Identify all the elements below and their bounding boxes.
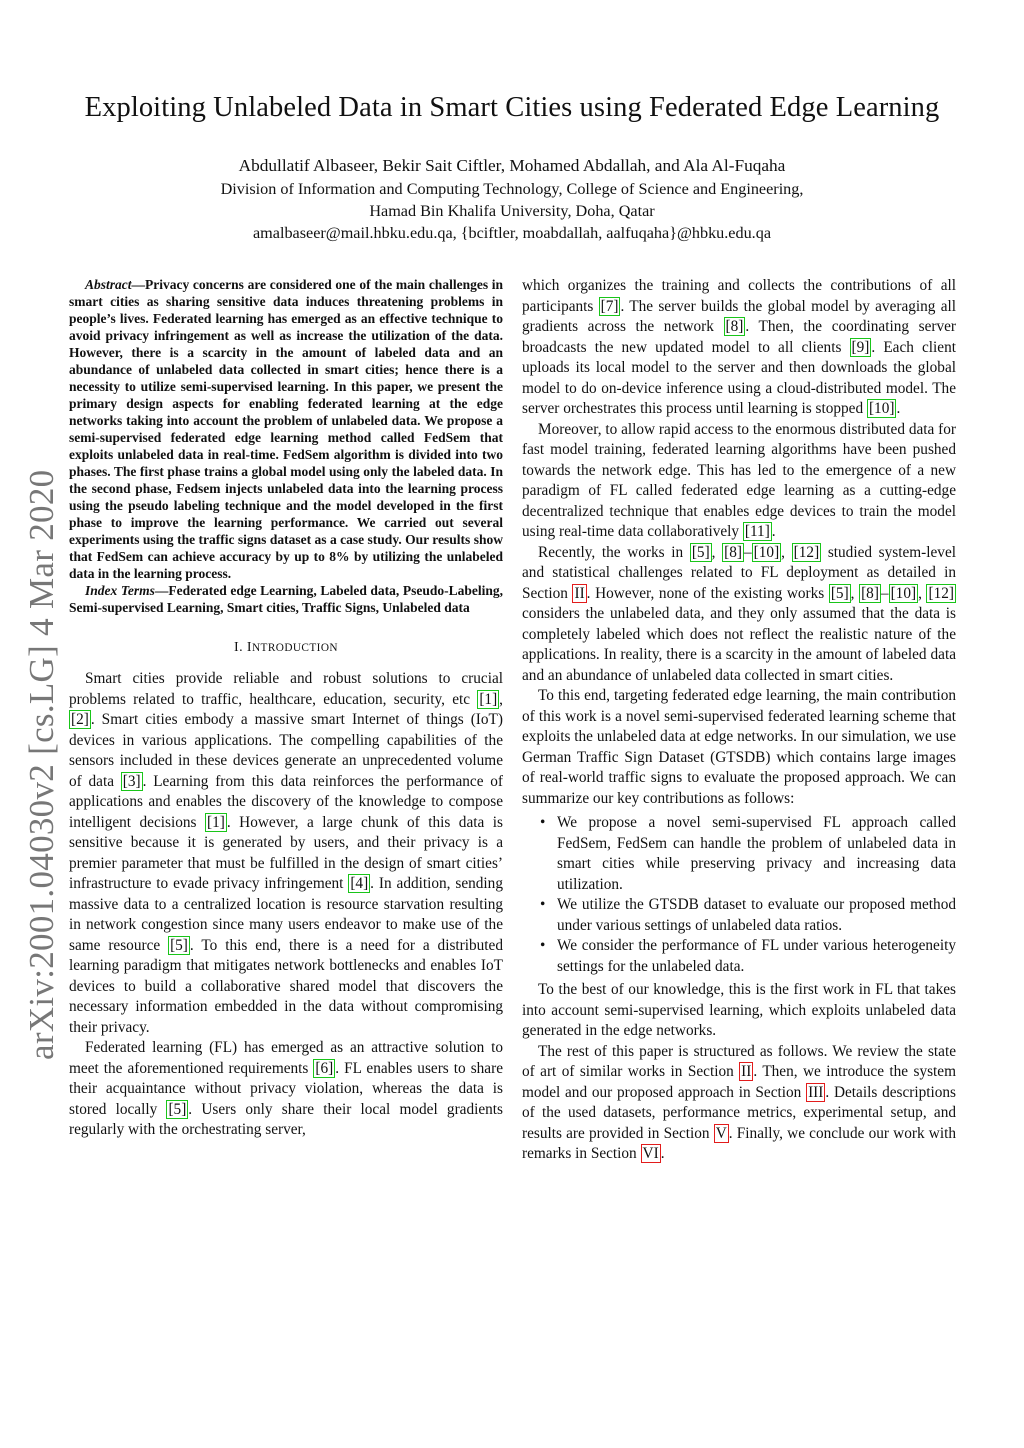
citation-link-2[interactable]: [2]	[71, 711, 89, 728]
intro-paragraph-4	[522, 543, 956, 687]
section-ref-link-3[interactable]: III	[808, 1083, 824, 1101]
citation-link-4[interactable]: [4]	[350, 875, 369, 892]
author-emails: amalbaseer@mail.hbku.edu.qa, {bciftler, moabdallah, aalfuqaha}@hbku.edu.qa	[253, 224, 771, 242]
citation-link-8[interactable]: [8]	[725, 318, 744, 335]
text-run: –	[744, 543, 752, 561]
citation-link-5[interactable]: [5]	[168, 1100, 187, 1118]
index-terms-label: Index Terms	[85, 583, 155, 598]
intro-paragraph-7	[522, 1042, 956, 1165]
text-run: ,	[781, 543, 792, 561]
citation-link-1[interactable]: [1]	[206, 813, 225, 831]
citation-link-11[interactable]: [11]	[744, 523, 770, 540]
text-run: ,	[918, 584, 927, 602]
contribution-text: We utilize the GTSDB dataset to evaluate our proposed method under various settings of unlabeled data ratios.	[557, 896, 956, 934]
author-block	[60, 154, 964, 244]
contribution-item	[522, 936, 956, 977]
text-run: . Details descriptions of the used datasets, performance metrics, experimental setup, and results are provided in Section	[522, 1083, 956, 1142]
text-run: . Finally, we conclude our work with remarks in Section	[522, 1124, 956, 1162]
text-run: . Users only share their local model gradients regularly with the orchestrating server,	[69, 1100, 503, 1138]
text-run: . However, a large chunk of this data is sensitive because it is generated by users, and their privacy is a premier parameter that must be fulfilled in the design of smart cities’ infrastructure to evade privacy infringement	[69, 813, 504, 892]
text-run: . The server builds the global model by averaging all gradients across the network	[522, 297, 956, 335]
text-run: . Each client uploads its local model to the server and then downloads the global model to do on-device inference using a cloud-distributed model. The server orchestrates this process until learning is stopped	[522, 338, 956, 417]
text-run: considers the unlabeled data, and they only assumed that the data is completely labeled which does not reflect the realistic nature of the applications. In reality, there is a scarcity in the amount of labeled data and an abundance of unlabeled data collected in smart cities.	[522, 605, 956, 684]
section-heading-initial: I	[246, 640, 252, 655]
bullet-icon: •	[540, 937, 546, 954]
abstract-text: —Privacy concerns are considered one of the main challenges in smart cities as sharing sensitive data induces threatening problems in people’s lives. Federated learning has emerged as an effective technique to avoid privacy infringement as well as increase the utilization of the data. However, there is a scarcity in the amount of labeled data and an abundance of unlabeled data collected in smart cities; hence there is a necessity to utilize semi-supervised learning. In this paper, we present the primary design aspects for enabling federated learning at the edge networks taking into account the problem of unlabeled data. We propose a semi-supervised federated edge learning method called FedSem that exploits unlabeled data in real-time. FedSem algorithm is divided into two phases. The first phase trains a global model using only the labeled data. In the second phase, Fedsem injects unlabeled data into the learning process using the pseudo labeling technique and the model developed in the first phase to improve the learning performance. We carried out several experiments using the traffic signs dataset as a case study. Our results show that FedSem can achieve accuracy by up to 8% by utilizing the unlabeled data in the learning process.	[69, 277, 503, 581]
contribution-item	[522, 895, 956, 936]
bullet-icon: •	[540, 896, 546, 913]
citation-link-10[interactable]: [10]	[753, 543, 780, 561]
text-run: studied system-level and statistical challenges related to FL deployment as detailed in Section	[522, 543, 956, 602]
citation-link-6[interactable]: [6]	[315, 1059, 334, 1077]
citation-link-8[interactable]: [8]	[861, 584, 879, 602]
text-run: ,	[711, 543, 723, 561]
text-run: Moreover, to allow rapid access to the enormous distributed data for fast model training, federated learning algorithms have been pushed towards the network edge. This has led to the emergence of a new paradigm of FL called federated edge learning as a cutting-edge decentralized technique that enables edge devices to train the model using real-time data collaboratively	[522, 420, 956, 540]
arxiv-identifier-stamp: arXiv:2001.04030v2 [cs.LG] 4 Mar 2020	[22, 469, 61, 1060]
text-run: . Then, we introduce the system model and our proposed approach in Section	[522, 1063, 956, 1101]
abstract-label: Abstract	[85, 277, 132, 292]
text-run: .	[660, 1145, 665, 1162]
affiliation-line-2: Hamad Bin Khalifa University, Doha, Qatar	[369, 202, 655, 220]
text-run: . FL enables users to share their acquaintance without privacy violation, whereas the data is stored locally	[69, 1059, 503, 1118]
section-ref-link-5[interactable]: V	[715, 1124, 727, 1142]
text-run: ,	[850, 584, 860, 602]
citation-link-1[interactable]: [1]	[479, 690, 498, 708]
text-run: ,	[499, 690, 503, 708]
text-run: The rest of this paper is structured as follows. We review the state of art of similar works in Section	[522, 1042, 956, 1080]
right-column	[522, 276, 956, 1165]
section-ref-link-2[interactable]: II	[574, 584, 585, 602]
index-terms	[69, 582, 503, 616]
text-run: –	[880, 584, 889, 602]
section-ref-link-6[interactable]: VI	[642, 1145, 659, 1162]
paper-title: Exploiting Unlabeled Data in Smart Cities using Federated Edge Learning	[84, 92, 940, 123]
contribution-item	[522, 813, 956, 895]
text-run: . Smart cities embody a massive smart Internet of things (IoT) devices in various applications. The compelling capabilities of the sensors included in these devices generate an unprecedented volume of data	[69, 711, 503, 790]
citation-link-8[interactable]: [8]	[724, 543, 743, 561]
citation-link-9[interactable]: [9]	[851, 338, 870, 356]
intro-paragraph-2-continued	[522, 276, 956, 420]
intro-paragraph-3	[522, 420, 956, 543]
citation-link-10[interactable]: [10]	[868, 400, 895, 417]
text-run: . In addition, sending massive data to a centralized location is resource starvation resulting in network congestion since many users endeavor to make use of the same resource	[69, 875, 503, 954]
intro-paragraph-1	[69, 669, 503, 1038]
citation-link-5[interactable]: [5]	[691, 543, 710, 561]
text-run: which organizes the training and collects the contributions of all participants	[522, 277, 956, 315]
citation-link-5[interactable]: [5]	[170, 936, 188, 954]
text-run: . To this end, there is a need for a distributed learning paradigm that mitigates network bottlenecks and enables IoT devices to build a collaborative shared model that discovers the necessary information embedded in the data without compromising their privacy.	[69, 936, 503, 1036]
citation-link-3[interactable]: [3]	[122, 772, 141, 790]
contribution-text: We consider the performance of FL under various heterogeneity settings for the unlabeled data.	[557, 937, 956, 975]
abstract	[69, 276, 503, 582]
citation-link-7[interactable]: [7]	[600, 297, 619, 315]
text-run: Recently, the works in	[538, 543, 690, 561]
intro-paragraph-5: To this end, targeting federated edge learning, the main contribution of this work is a novel semi-supervised federated learning scheme that exploits the unlabeled data at edge networks. In our simulation, we use German Traffic Sign Dataset (GTSDB) which contains large images of real-world traffic signs to evaluate the proposed approach. We can summarize our key contributions as follows:	[522, 687, 956, 807]
index-terms-text: —Federated edge Learning, Labeled data, Pseudo-Labeling, Semi-supervised Learning, Smart cities, Traffic Signs, Unlabeled data	[69, 583, 504, 615]
section-heading-rest: NTRODUCTION	[251, 642, 338, 654]
text-run: . Then, the coordinating server broadcasts the new updated model to all clients	[522, 318, 956, 356]
intro-paragraph-6: To the best of our knowledge, this is the first work in FL that takes into account semi-supervised learning, which exploits unlabeled data generated in the edge networks.	[522, 981, 956, 1039]
intro-paragraph-2	[69, 1038, 503, 1141]
section-numeral: I.	[234, 640, 243, 655]
citation-link-12[interactable]: [12]	[793, 543, 820, 561]
bullet-icon: •	[540, 814, 546, 831]
left-column	[69, 276, 503, 1141]
citation-link-5[interactable]: [5]	[830, 584, 849, 602]
text-run: Smart cities provide reliable and robust solutions to crucial problems related to traffic, healthcare, education, security, etc	[69, 670, 503, 708]
affiliation-line-1: Division of Information and Computing Technology, College of Science and Engineering,	[220, 180, 804, 198]
text-run: . Learning from this data reinforces the performance of applications and enables the discovery of the knowledge to compose intelligent decisions	[69, 772, 503, 831]
section-heading-introduction	[69, 640, 503, 656]
section-ref-link-2[interactable]: II	[741, 1063, 752, 1080]
text-run: . However, none of the existing works	[586, 584, 829, 602]
citation-link-12[interactable]: [12]	[928, 584, 954, 602]
text-run: .	[771, 523, 776, 540]
contribution-text: We propose a novel semi-supervised FL approach called FedSem, FedSem can handle the problem of unlabeled data in smart cities while preserving privacy and increasing data utilization.	[557, 814, 956, 893]
text-run: Federated learning (FL) has emerged as an attractive solution to meet the aforementioned requirements	[69, 1039, 503, 1077]
citation-link-10[interactable]: [10]	[890, 584, 917, 602]
author-names: Abdullatif Albaseer, Bekir Sait Ciftler, Mohamed Abdallah, and Ala Al-Fuqaha	[238, 156, 786, 175]
contribution-list	[522, 813, 956, 977]
text-run: .	[896, 400, 901, 417]
